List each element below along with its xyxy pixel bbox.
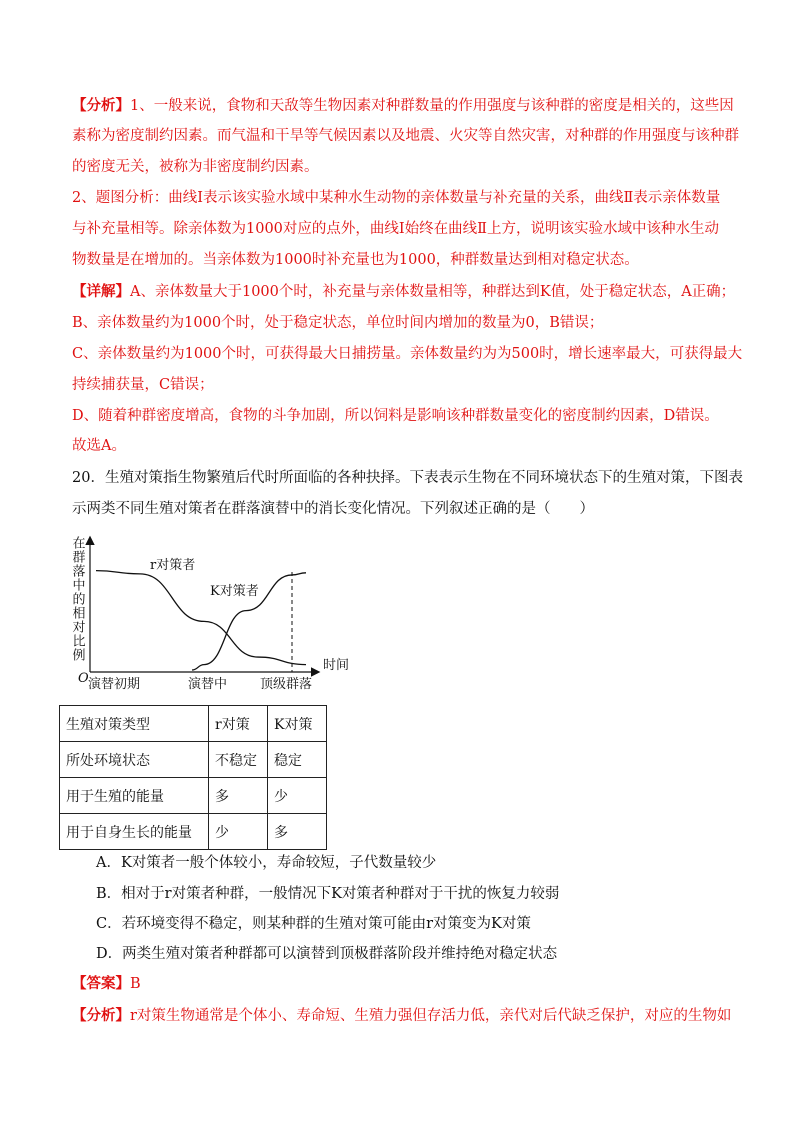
- answer-value: B: [130, 976, 141, 992]
- option-c: C．若环境变得不稳定，则某种群的生殖对策可能由r对策变为K对策: [96, 916, 531, 932]
- detail-line-2: B、亲体数量约为1000个时，处于稳定状态，单位时间内增加的数量为0，B错误；: [72, 315, 604, 331]
- x-axis-label: 时间: [323, 658, 350, 673]
- origin-label: O: [78, 671, 89, 686]
- analysis2-line: 【分析】r对策生物通常是个体小、寿命短、生殖力强但存活力低，亲代对后代缺乏保护，对应的生物如: [72, 1007, 732, 1024]
- table-cell: 不稳定: [209, 742, 268, 778]
- analysis-line-3: 的密度无关，被称为非密度制约因素。: [72, 159, 319, 175]
- x-tick-label: 顶级群落: [260, 677, 313, 692]
- analysis-line-4: 2、题图分析：曲线Ⅰ表示该实验水域中某种水生动物的亲体数量与补充量的关系，曲线Ⅱ表示亲体数量: [72, 190, 721, 206]
- option-a: A．K对策者一般个体较小，寿命较短，子代数量较少: [96, 855, 437, 871]
- analysis-line-5: 与补充量相等。除亲体数为1000对应的点外，曲线Ⅰ始终在曲线Ⅱ上方，说明该实验水域中该种水生动: [72, 221, 719, 237]
- table-cell: 稳定: [268, 742, 327, 778]
- analysis-tag: 【分析】: [72, 97, 130, 114]
- strategy-table: [59, 705, 327, 850]
- table-row: [60, 706, 327, 742]
- table-row: [60, 742, 327, 778]
- table-cell: r对策: [209, 706, 268, 742]
- x-tick-label: 演替中: [188, 677, 228, 692]
- table-cell: 用于自身生长的能量: [60, 814, 209, 850]
- detail-line-1: 【详解】A、亲体数量大于1000个时，补充量与亲体数量相等，种群达到K值，处于稳定状态，A正确；: [72, 283, 736, 300]
- series-label-k: K对策者: [210, 584, 259, 599]
- table-cell: 多: [268, 814, 327, 850]
- table-cell: 少: [268, 778, 327, 814]
- succession-chart: [68, 532, 368, 692]
- y-axis-label: 在群落中的相对比例: [69, 536, 85, 662]
- table-cell: 生殖对策类型: [60, 706, 209, 742]
- detail-line-5: D、随着种群密度增高，食物的斗争加剧，所以饲料是影响该种群数量变化的密度制约因素，D错误。: [72, 408, 719, 424]
- table-cell: 所处环境状态: [60, 742, 209, 778]
- analysis2-tag: 【分析】: [72, 1007, 130, 1024]
- x-tick-labels: [88, 676, 312, 692]
- table-cell: 多: [209, 778, 268, 814]
- question-line-1: 20．生殖对策指生物繁殖后代时所面临的各种抉择。下表表示生物在不同环境状态下的生殖对策，下图表: [72, 470, 743, 486]
- analysis-line-2: 素称为密度制约因素。而气温和干旱等气候因素以及地震、火灾等自然灾害，对种群的作用强度与该种群: [72, 128, 739, 144]
- analysis-line-1: 【分析】1、一般来说，食物和天敌等生物因素对种群数量的作用强度与该种群的密度是相关的，这些因: [72, 97, 734, 114]
- table-row: [60, 778, 327, 814]
- x-tick-label: 演替初期: [88, 677, 141, 692]
- series-label-r: r对策者: [150, 558, 196, 573]
- table-cell: 用于生殖的能量: [60, 778, 209, 814]
- answer-line: [72, 973, 732, 995]
- detail-line-3: C、亲体数量约为1000个时，可获得最大日捕捞量。亲体数量约为为500时，增长速率最大，可获得最大: [72, 346, 743, 362]
- detail-tag: 【详解】: [72, 283, 130, 300]
- detail-line-4: 持续捕获量，C错误；: [72, 377, 214, 393]
- detail-line-6: 故选A。: [72, 438, 126, 454]
- table-cell: 少: [209, 814, 268, 850]
- answer-tag: 【答案】: [72, 975, 130, 992]
- option-b: B．相对于r对策者种群，一般情况下K对策者种群对于干扰的恢复力较弱: [96, 886, 560, 902]
- table-cell: K对策: [268, 706, 327, 742]
- table-row: [60, 814, 327, 850]
- analysis-line-6: 物数量是在增加的。当亲体数为1000时补充量也为1000，种群数量达到相对稳定状态。: [72, 252, 639, 268]
- question-line-2: 示两类不同生殖对策者在群落演替中的消长变化情况。下列叙述正确的是（ ）: [72, 501, 594, 517]
- option-d: D．两类生殖对策者种群都可以演替到顶极群落阶段并维持绝对稳定状态: [96, 946, 558, 962]
